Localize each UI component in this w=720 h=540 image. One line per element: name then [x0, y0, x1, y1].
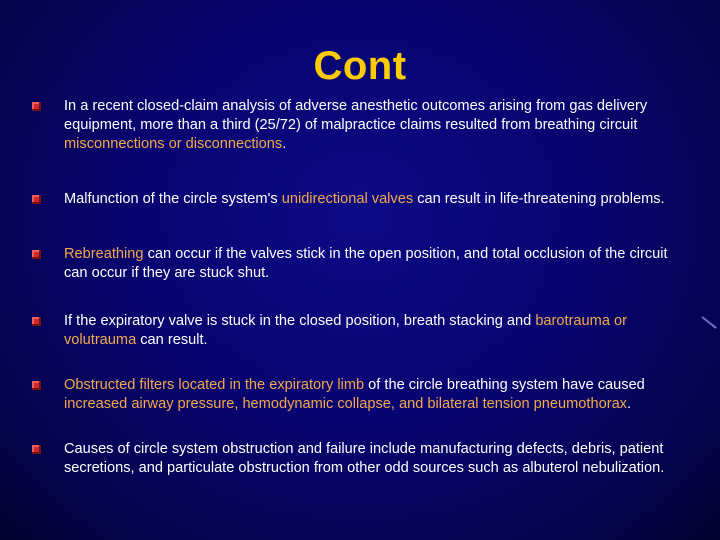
bullet-text [64, 246, 668, 281]
highlighted-text: unidirectional valves [281, 191, 414, 207]
bullet-square-icon [32, 250, 41, 259]
text-segment: can result in life-threatening problems. [413, 191, 665, 207]
slide-title: Cont [313, 44, 407, 88]
bullet-text [64, 191, 665, 207]
bullet-square-icon [32, 445, 41, 454]
highlighted-text: Obstructed filters located in the expiratory limb [64, 377, 365, 393]
bullet-item [30, 245, 690, 283]
text-segment: Malfunction of the circle system's [64, 191, 282, 207]
bullet-square-icon [32, 102, 41, 111]
bullet-text [64, 313, 627, 348]
bullet-item [30, 376, 690, 414]
text-segment: Causes of circle system obstruction and failure include manufacturing defects, debris, patient secretions, and particulate obstruction from other odd sources such as albuterol nebulization. [64, 441, 665, 476]
highlighted-text: barotrauma or volutrauma [64, 313, 627, 348]
bullet-text [64, 98, 647, 152]
highlighted-text: increased airway pressure, hemodynamic collapse, and bilateral tension pneumothorax [64, 396, 627, 412]
bullet-list [30, 97, 690, 478]
bullet-item [30, 97, 690, 154]
bullet-square-icon [32, 195, 41, 204]
decorative-line [701, 316, 716, 329]
text-segment: In a recent closed-claim analysis of adverse anesthetic outcomes arising from gas delivery equipment, more than a third (25/72) of malpractice claims resulted from breathing circuit [64, 98, 648, 133]
bullet-item [30, 312, 690, 350]
text-segment: If the expiratory valve is stuck in the closed position, breath stacking and [64, 313, 536, 329]
bullet-text [64, 377, 645, 412]
text-segment: . [282, 136, 287, 152]
text-segment: of the circle breathing system have caused [364, 377, 645, 393]
bullet-item [30, 190, 690, 209]
bullet-text [64, 441, 664, 476]
bullet-square-icon [32, 317, 41, 326]
text-segment: can result. [136, 332, 208, 348]
bullet-item [30, 440, 690, 478]
text-segment: can occur if the valves stick in the open position, and total occlusion of the circuit can occur if they are stuck shut. [64, 246, 668, 281]
bullet-square-icon [32, 381, 41, 390]
highlighted-text: Rebreathing [64, 246, 144, 262]
highlighted-text: misconnections or disconnections [64, 136, 283, 152]
text-segment: . [626, 396, 632, 412]
